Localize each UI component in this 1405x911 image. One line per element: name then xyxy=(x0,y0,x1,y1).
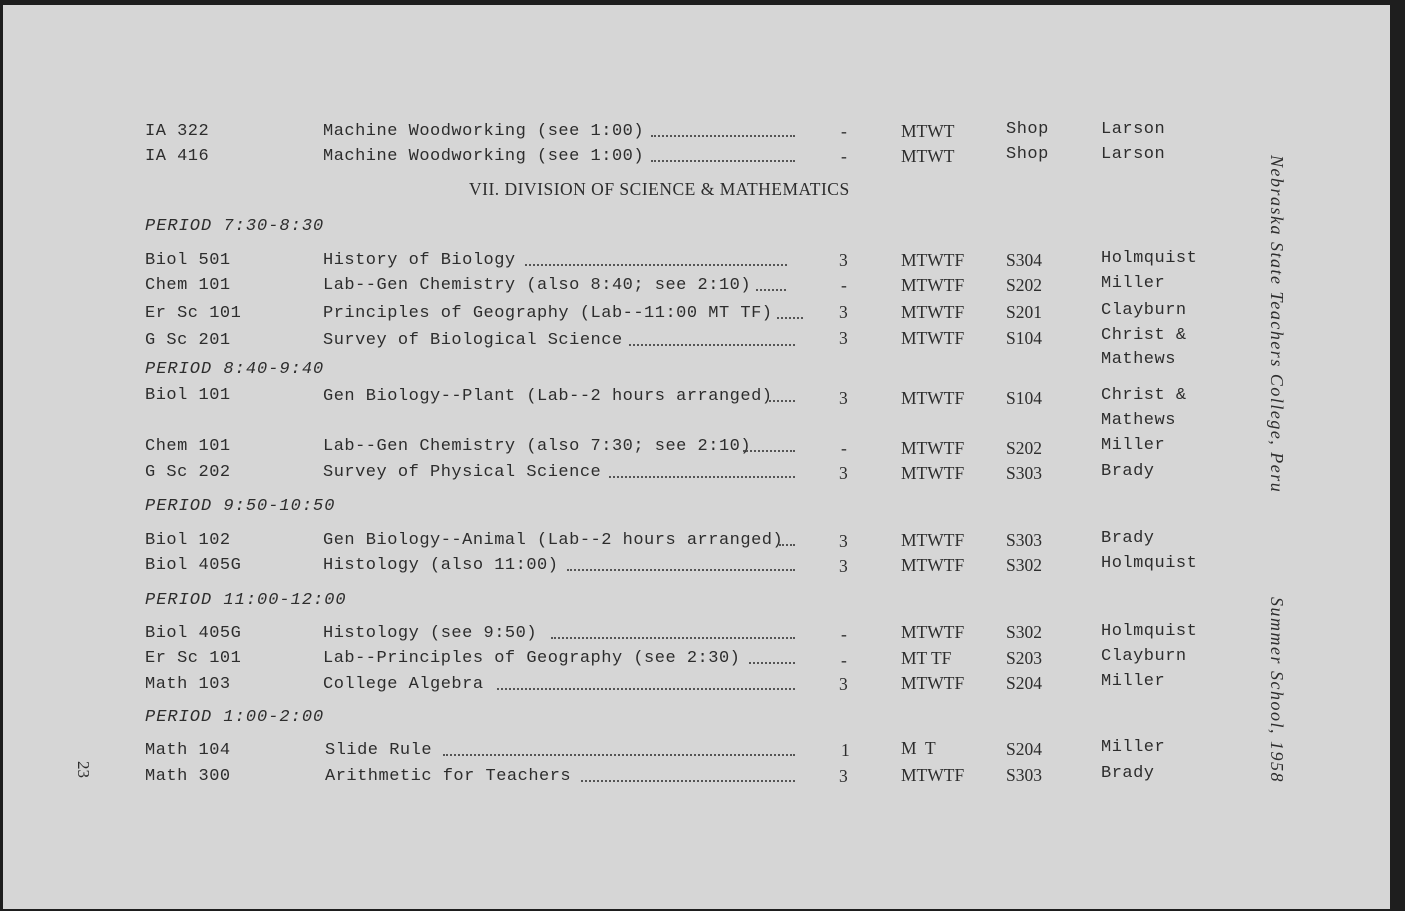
instructor: Brady xyxy=(1101,462,1155,481)
course-code: Math 103 xyxy=(145,675,231,694)
instructor: Holmquist xyxy=(1101,622,1198,641)
course-title: History of Biology xyxy=(323,251,516,270)
session-vertical: Summer School, 1958 xyxy=(1267,597,1287,783)
instructor: Miller xyxy=(1101,274,1166,293)
course-title: Arithmetic for Teachers xyxy=(325,767,572,786)
dot-leader xyxy=(779,544,795,546)
credit-hours: - xyxy=(841,146,847,166)
instructor: Holmquist xyxy=(1101,249,1198,268)
instructor: Miller xyxy=(1101,436,1166,455)
course-title: Histology (see 9:50) xyxy=(323,624,538,643)
credit-hours: 3 xyxy=(839,766,848,786)
course-code: Biol 102 xyxy=(145,531,231,550)
room: S204 xyxy=(1006,739,1042,759)
dot-leader xyxy=(609,476,795,478)
dot-leader xyxy=(651,160,795,162)
dot-leader xyxy=(567,569,795,571)
college-name-vertical: Nebraska State Teachers College, Peru xyxy=(1267,155,1287,494)
dot-leader xyxy=(629,344,795,346)
meeting-days: MTWT xyxy=(901,121,955,141)
meeting-days: MTWTF xyxy=(901,622,965,642)
dot-leader xyxy=(581,780,795,782)
credit-hours: - xyxy=(841,275,847,295)
meeting-days: MTWTF xyxy=(901,438,965,458)
dot-leader xyxy=(756,289,786,291)
credit-hours: - xyxy=(841,438,847,458)
credit-hours: 3 xyxy=(839,388,848,408)
meeting-days: MTWT xyxy=(901,146,955,166)
room: Shop xyxy=(1006,145,1049,164)
meeting-days: MTWTF xyxy=(901,275,965,295)
credit-hours: 3 xyxy=(839,674,848,694)
period-heading: PERIOD 7:30-8:30 xyxy=(145,217,325,236)
instructor: Christ & xyxy=(1101,326,1187,345)
course-title: Slide Rule xyxy=(325,741,433,760)
course-code: IA 416 xyxy=(145,147,210,166)
dot-leader xyxy=(651,135,795,137)
course-code: Biol 501 xyxy=(145,251,231,270)
room: S303 xyxy=(1006,463,1042,483)
room: S201 xyxy=(1006,302,1042,322)
credit-hours: 3 xyxy=(839,556,848,576)
dot-leader xyxy=(443,754,795,756)
course-code: Er Sc 101 xyxy=(145,304,242,323)
instructor: Miller xyxy=(1101,672,1166,691)
meeting-days: MTWTF xyxy=(901,765,965,785)
course-code: Er Sc 101 xyxy=(145,649,242,668)
course-title: Survey of Biological Science xyxy=(323,331,623,350)
instructor: Larson xyxy=(1101,145,1166,164)
room: S303 xyxy=(1006,530,1042,550)
document-page xyxy=(3,5,1390,909)
room: S202 xyxy=(1006,438,1042,458)
page-number: 23 xyxy=(74,761,93,778)
course-code: Biol 405G xyxy=(145,624,242,643)
credit-hours: 3 xyxy=(839,463,848,483)
course-code: Chem 101 xyxy=(145,437,231,456)
course-code: IA 322 xyxy=(145,122,210,141)
course-title: College Algebra xyxy=(323,675,484,694)
dot-leader xyxy=(769,400,795,402)
period-heading: PERIOD 9:50-10:50 xyxy=(145,497,336,516)
instructor: Clayburn xyxy=(1101,647,1187,666)
meeting-days: MTWTF xyxy=(901,250,965,270)
course-title: Survey of Physical Science xyxy=(323,463,602,482)
course-title: Principles of Geography (Lab--11:00 MT TF) xyxy=(323,304,773,323)
credit-hours: - xyxy=(841,121,847,141)
credit-hours: 3 xyxy=(839,328,848,348)
course-code: Math 104 xyxy=(145,741,231,760)
course-code: G Sc 201 xyxy=(145,331,231,350)
meeting-days: MTWTF xyxy=(901,555,965,575)
room: S302 xyxy=(1006,622,1042,642)
meeting-days: MTWTF xyxy=(901,530,965,550)
period-heading: PERIOD 1:00-2:00 xyxy=(145,708,325,727)
course-title: Histology (also 11:00) xyxy=(323,556,559,575)
course-title: Machine Woodworking (see 1:00) xyxy=(323,122,645,141)
course-title: Lab--Principles of Geography (see 2:30) xyxy=(323,649,741,668)
division-heading: VII. DIVISION OF SCIENCE & MATHEMATICS xyxy=(469,179,850,199)
room: Shop xyxy=(1006,120,1049,139)
meeting-days: M T xyxy=(901,738,936,758)
dot-leader xyxy=(525,264,787,266)
dot-leader xyxy=(551,637,795,639)
room: S104 xyxy=(1006,328,1042,348)
room: S203 xyxy=(1006,648,1042,668)
room: S202 xyxy=(1006,275,1042,295)
dot-leader xyxy=(497,688,795,690)
course-code: Math 300 xyxy=(145,767,231,786)
meeting-days: MT TF xyxy=(901,648,952,668)
dot-leader xyxy=(749,662,795,664)
credit-hours: - xyxy=(841,624,847,644)
credit-hours: 1 xyxy=(841,740,850,760)
course-code: Chem 101 xyxy=(145,276,231,295)
instructor-continued: Mathews xyxy=(1101,350,1176,369)
course-title: Lab--Gen Chemistry (also 8:40; see 2:10) xyxy=(323,276,752,295)
course-title: Lab--Gen Chemistry (also 7:30; see 2:10) xyxy=(323,437,752,456)
meeting-days: MTWTF xyxy=(901,463,965,483)
room: S303 xyxy=(1006,765,1042,785)
room: S302 xyxy=(1006,555,1042,575)
instructor: Miller xyxy=(1101,738,1166,757)
instructor-continued: Mathews xyxy=(1101,411,1176,430)
period-heading: PERIOD 11:00-12:00 xyxy=(145,591,347,610)
instructor: Brady xyxy=(1101,764,1155,783)
dot-leader xyxy=(743,450,795,452)
meeting-days: MTWTF xyxy=(901,673,965,693)
meeting-days: MTWTF xyxy=(901,388,965,408)
room: S104 xyxy=(1006,388,1042,408)
course-code: G Sc 202 xyxy=(145,463,231,482)
course-title: Gen Biology--Animal (Lab--2 hours arranged) xyxy=(323,531,784,550)
instructor: Clayburn xyxy=(1101,301,1187,320)
credit-hours: - xyxy=(841,650,847,670)
credit-hours: 3 xyxy=(839,302,848,322)
room: S304 xyxy=(1006,250,1042,270)
room: S204 xyxy=(1006,673,1042,693)
instructor: Christ & xyxy=(1101,386,1187,405)
course-title: Machine Woodworking (see 1:00) xyxy=(323,147,645,166)
meeting-days: MTWTF xyxy=(901,328,965,348)
dot-leader xyxy=(777,317,803,319)
instructor: Holmquist xyxy=(1101,554,1198,573)
meeting-days: MTWTF xyxy=(901,302,965,322)
credit-hours: 3 xyxy=(839,250,848,270)
period-heading: PERIOD 8:40-9:40 xyxy=(145,360,325,379)
credit-hours: 3 xyxy=(839,531,848,551)
course-code: Biol 101 xyxy=(145,386,231,405)
course-code: Biol 405G xyxy=(145,556,242,575)
instructor: Larson xyxy=(1101,120,1166,139)
course-title: Gen Biology--Plant (Lab--2 hours arranged) xyxy=(323,387,773,406)
instructor: Brady xyxy=(1101,529,1155,548)
